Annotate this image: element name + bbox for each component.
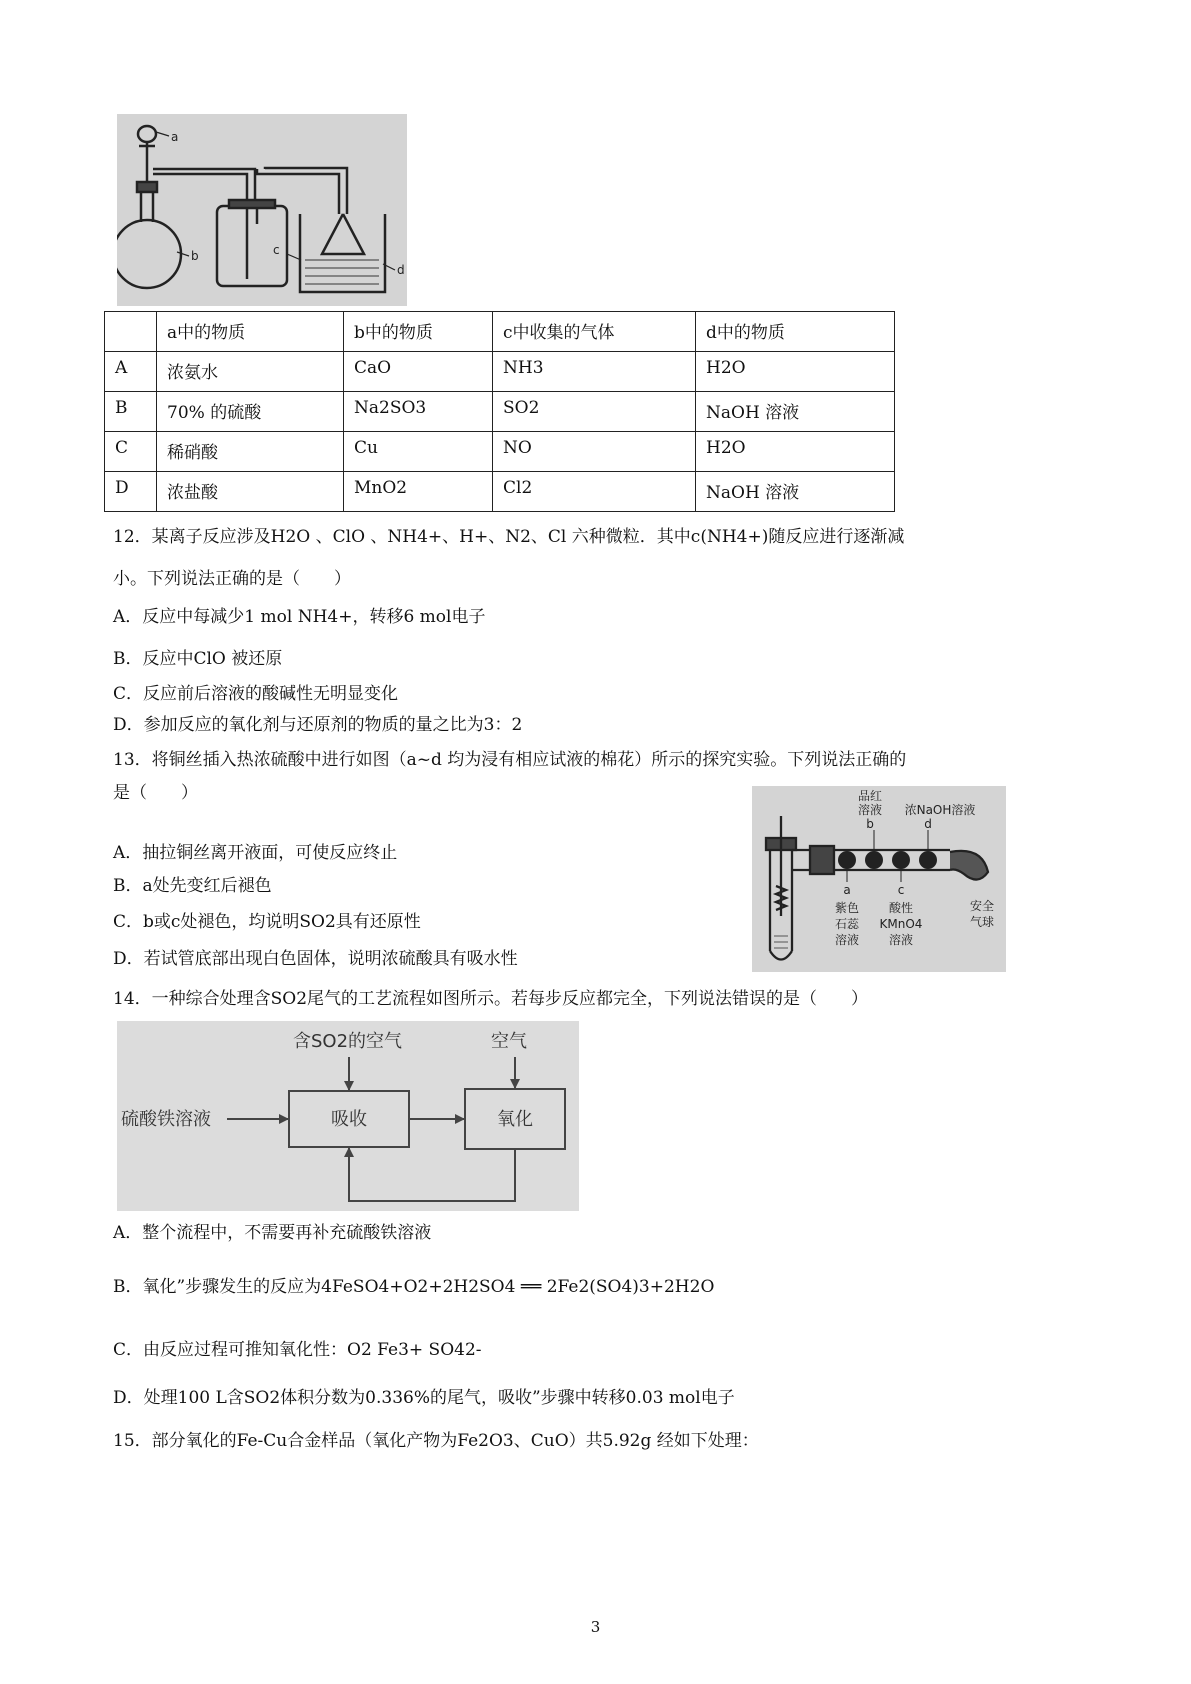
table-cell: Cl2 — [493, 472, 696, 512]
q14-option-a: A．整个流程中，不需要再补充硫酸铁溶液 — [113, 1223, 432, 1243]
table-cell: SO2 — [493, 392, 696, 432]
table-cell: MnO2 — [344, 472, 493, 512]
flow-input-ferric-sulfate: 硫酸铁溶液 — [121, 1109, 211, 1130]
table-cell: C — [105, 432, 157, 472]
process-flow-figure — [117, 1021, 579, 1211]
q12-stem-suffix: 随反应进行逐渐减 — [768, 527, 905, 547]
table-header-cell: b中的物质 — [344, 312, 493, 352]
fig1-label-b: b — [191, 249, 199, 263]
page-number: 3 — [590, 1618, 601, 1636]
q14-option-b: B．氧化”步骤发生的反应为4FeSO4+O2+2H2SO4 ══ 2Fe2(SO4)3+2H2O — [113, 1277, 715, 1297]
q13-option-a: A．抽拉铜丝离开液面，可使反应终止 — [113, 843, 398, 863]
q12-option-d: D．参加反应的氧化剂与还原剂的物质的量之比为3：2 — [113, 715, 523, 735]
table-cell: B — [105, 392, 157, 432]
table-cell: 浓盐酸 — [157, 472, 344, 512]
fig1-label-a: a — [171, 130, 179, 144]
apparatus-figure — [117, 114, 407, 306]
table-cell: H2O — [696, 352, 895, 392]
table-row — [105, 392, 895, 432]
fig1-label-d: d — [397, 263, 405, 277]
q13-stem-line2: 是（ ） — [113, 783, 198, 803]
q14-stem: 14．一种综合处理含SO2尾气的工艺流程如图所示。若每步反应都完全，下列说法错误的是（ ） — [113, 989, 869, 1009]
flow-box-oxidize: 氧化 — [497, 1109, 533, 1130]
fig2-label-balloon: 安全气球 — [969, 899, 995, 929]
q14-option-d: D．处理100 L含SO2体积分数为0.336%的尾气，吸收”步骤中转移0.03 mol电子 — [113, 1388, 735, 1408]
q12-stem-prefix: 12．某离子反应涉及 — [113, 527, 271, 547]
copper-experiment-figure — [752, 786, 1006, 972]
table-cell: D — [105, 472, 157, 512]
q12-species: H2O 、ClO 、NH4+、H+、N2、Cl — [270, 527, 567, 547]
table-header-cell: a中的物质 — [157, 312, 344, 352]
flow-box-absorb: 吸收 — [331, 1109, 367, 1130]
table-header-cell: d中的物质 — [696, 312, 895, 352]
q13-option-c: C．b或c处褪色，均说明SO2具有还原性 — [113, 912, 421, 932]
table-cell: NO — [493, 432, 696, 472]
table-header-cell: c中收集的气体 — [493, 312, 696, 352]
q15-stem: 15．部分氧化的Fe-Cu合金样品（氧化产物为Fe2O3、CuO）共5.92g 经如下处理： — [113, 1431, 759, 1451]
fig2-label-c: c 酸性 KMnO4 溶液 — [879, 883, 923, 947]
q14-option-c: C．由反应过程可推知氧化性：O2 Fe3+ SO42- — [113, 1340, 482, 1360]
table-row — [105, 472, 895, 512]
q12-stem-mid: 六种微粒．其中c — [571, 527, 701, 547]
apparatus-table — [104, 311, 895, 512]
fig2-label-d: 浓NaOH溶液 d — [904, 803, 976, 831]
table-row — [105, 432, 895, 472]
table-cell: CaO — [344, 352, 493, 392]
table-cell: NaOH 溶液 — [696, 392, 895, 432]
q12-option-b: B．反应中ClO 被还原 — [113, 649, 283, 669]
table-cell: Na2SO3 — [344, 392, 493, 432]
table-cell: 70% 的硫酸 — [157, 392, 344, 432]
flow-input-air: 空气 — [491, 1031, 527, 1052]
fig1-label-c: c — [273, 243, 280, 257]
table-header-row — [105, 312, 895, 352]
q12-stem-line2: 小。下列说法正确的是（ ） — [113, 569, 351, 589]
table-cell: 浓氨水 — [157, 352, 344, 392]
table-row — [105, 352, 895, 392]
table-cell: H2O — [696, 432, 895, 472]
table-header-cell — [105, 312, 157, 352]
q13-stem-line1: 13．将铜丝插入热浓硫酸中进行如图（a~d 均为浸有相应试液的棉花）所示的探究实验。下列说法正确的 — [113, 750, 907, 770]
fig2-label-a: a 紫色石蕊溶液 — [834, 883, 860, 947]
q12-option-c: C．反应前后溶液的酸碱性无明显变化 — [113, 684, 399, 704]
table-cell: A — [105, 352, 157, 392]
q12-option-a: A．反应中每减少1 mol NH4+，转移6 mol电子 — [113, 607, 486, 627]
q12-stem-line1: 12．某离子反应涉及H2O 、ClO 、NH4+、H+、N2、Cl 六种微粒．其中c(NH4+)随反应进行逐渐减 — [113, 527, 905, 547]
q13-option-d: D．若试管底部出现白色固体，说明浓硫酸具有吸水性 — [113, 949, 518, 969]
table-cell: NH3 — [493, 352, 696, 392]
q13-option-b: B．a处先变红后褪色 — [113, 876, 272, 896]
table-cell: NaOH 溶液 — [696, 472, 895, 512]
table-cell: 稀硝酸 — [157, 432, 344, 472]
flow-input-so2-air: 含SO2的空气 — [293, 1031, 403, 1052]
table-cell: Cu — [344, 432, 493, 472]
fig2-label-b: 品红溶液 b — [857, 789, 883, 831]
